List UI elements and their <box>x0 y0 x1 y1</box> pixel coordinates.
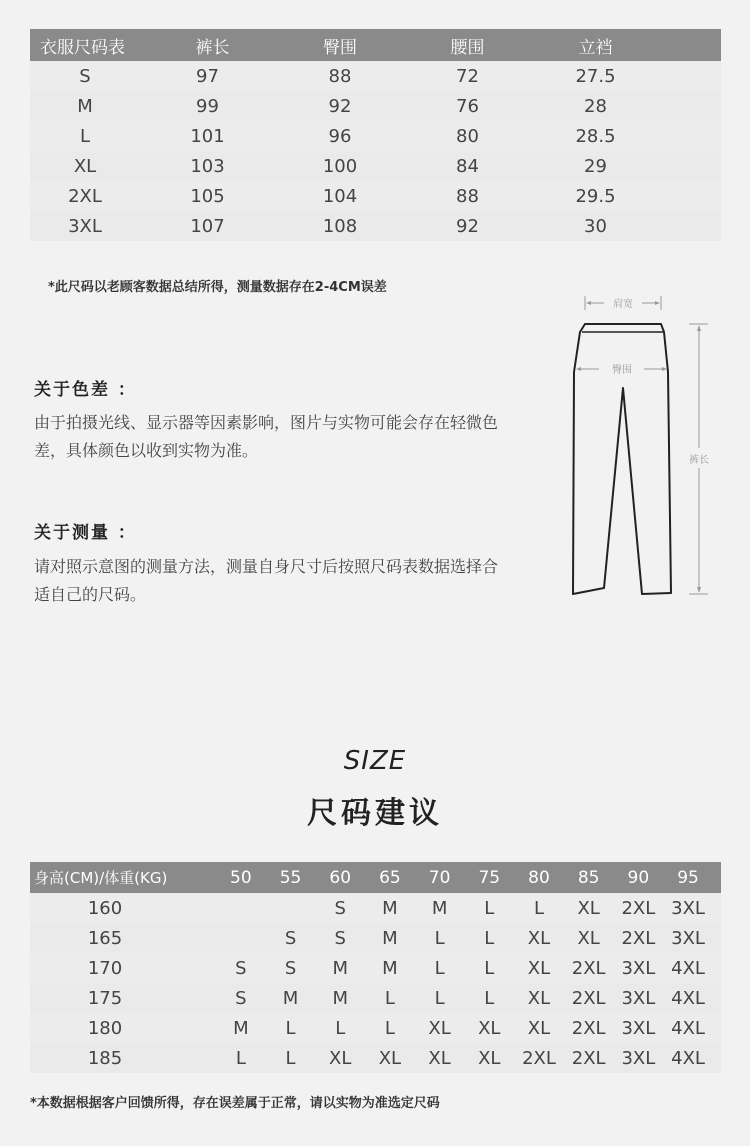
weight-header: 75 <box>478 867 501 888</box>
height-cell: 165 <box>87 927 123 949</box>
size-cell: L <box>434 927 445 949</box>
hip-label: 臀围 <box>612 365 632 376</box>
weight-header: 50 <box>230 867 252 888</box>
size-cell: L <box>384 987 395 1009</box>
table-cell: 76 <box>456 95 479 117</box>
size-cell: L <box>285 1017 296 1039</box>
size-cell: XL <box>478 1017 501 1039</box>
size-cell: 2XL <box>571 957 606 979</box>
table-row <box>30 61 721 91</box>
size-recommendation-table <box>30 862 721 1073</box>
size-cell: M <box>282 987 299 1009</box>
size-cell: S <box>334 927 346 949</box>
size-table <box>30 29 721 241</box>
size-cell: 3XL <box>621 957 656 979</box>
table-cell: XL <box>73 155 97 177</box>
table-cell: 108 <box>322 215 358 237</box>
size-table-header-cell: 衣服尺码表 <box>40 37 125 58</box>
recommendation-note: *本数据根据客户回馈所得，存在误差属于正常，请以实物为准选定尺码 <box>30 1096 440 1111</box>
size-cell: 4XL <box>671 1047 705 1069</box>
size-cell: M <box>332 987 348 1009</box>
size-table-header-cell: 臀围 <box>323 37 357 58</box>
measure-section-title: 关于测量 ： <box>34 523 137 543</box>
weight-header: 55 <box>279 867 302 888</box>
size-cell: 3XL <box>621 987 656 1009</box>
table-row <box>30 91 721 121</box>
weight-header: 80 <box>528 867 550 888</box>
color-section-title: 关于色差 ： <box>34 380 137 400</box>
pants-diagram <box>560 288 720 608</box>
table-row <box>30 181 721 211</box>
weight-header: 95 <box>677 867 699 888</box>
size-cell: 3XL <box>671 897 705 919</box>
size-cell: XL <box>577 897 600 919</box>
size-cell: 2XL <box>621 897 656 919</box>
size-cell: XL <box>428 1047 451 1069</box>
table-row <box>30 1043 721 1073</box>
table-row <box>30 923 721 953</box>
size-table-header-cell: 立裆 <box>578 37 613 58</box>
size-cell: L <box>533 897 544 919</box>
size-cell: XL <box>527 927 551 949</box>
table-cell: 104 <box>322 185 358 207</box>
table-row <box>30 151 721 181</box>
size-cell: M <box>332 957 348 979</box>
recommendation-table-body <box>30 893 721 1073</box>
size-cell: L <box>285 1047 296 1069</box>
size-cell: 2XL <box>571 1017 606 1039</box>
table-cell: 88 <box>456 185 479 207</box>
size-cell: S <box>235 957 247 979</box>
size-cell: 2XL <box>571 987 606 1009</box>
height-cell: 170 <box>87 957 123 979</box>
height-cell: 175 <box>87 987 123 1009</box>
table-row <box>30 893 721 923</box>
table-cell: 84 <box>456 155 479 177</box>
table-cell: 2XL <box>68 185 102 207</box>
corner-label: 身高(CM)/体重(KG) <box>34 869 168 887</box>
table-cell: 96 <box>328 125 352 147</box>
size-cell: 3XL <box>621 1047 656 1069</box>
size-cell: XL <box>329 1047 352 1069</box>
table-cell: 92 <box>456 215 479 237</box>
size-cell: XL <box>527 1017 551 1039</box>
table-cell: 105 <box>190 185 225 207</box>
size-table-header-cell: 腰围 <box>450 37 485 58</box>
size-cell: L <box>434 987 445 1009</box>
size-cell: XL <box>527 987 551 1009</box>
size-cell: 2XL <box>522 1047 556 1069</box>
size-cell: S <box>235 987 247 1009</box>
size-cell: L <box>484 897 495 919</box>
size-cell: S <box>284 957 297 979</box>
size-cell: M <box>382 957 398 979</box>
size-cell: M <box>382 927 398 949</box>
size-cell: M <box>382 897 398 919</box>
table-cell: 100 <box>322 155 358 177</box>
table-cell: 28.5 <box>575 125 616 147</box>
size-cell: L <box>235 1047 246 1069</box>
weight-header: 60 <box>329 867 352 888</box>
table-row <box>30 121 721 151</box>
color-section-text: 由于拍摄光线、显示器等因素影响，图片与实物可能会存在轻微色差，具体颜色以收到实物为准。 <box>34 413 499 460</box>
size-cell: L <box>484 987 495 1009</box>
table-cell: 80 <box>456 125 479 147</box>
table-row <box>30 983 721 1013</box>
size-heading-en: SIZE <box>343 746 407 776</box>
size-cell: L <box>484 927 495 949</box>
table-cell: 29 <box>584 155 607 177</box>
size-cell: XL <box>378 1047 402 1069</box>
height-cell: 180 <box>87 1017 123 1039</box>
weight-header: 85 <box>577 867 600 888</box>
size-cell: M <box>233 1017 249 1039</box>
table-cell: M <box>77 95 93 117</box>
table-cell: 97 <box>196 65 219 87</box>
size-cell: XL <box>428 1017 451 1039</box>
size-cell: M <box>431 897 448 919</box>
length-label: 裤长 <box>689 455 709 466</box>
size-heading-cn: 尺码建议 <box>307 796 443 831</box>
size-cell: 4XL <box>671 987 705 1009</box>
table-cell: 103 <box>190 155 225 177</box>
table-row <box>30 953 721 983</box>
table-cell: 30 <box>584 215 607 237</box>
table-cell: 107 <box>190 215 225 237</box>
size-table-header-cell: 裤长 <box>195 37 230 58</box>
table-cell: L <box>79 125 91 147</box>
height-cell: 185 <box>87 1047 123 1069</box>
size-table-header <box>30 29 721 61</box>
size-cell: L <box>384 1017 395 1039</box>
size-cell: 2XL <box>571 1047 606 1069</box>
size-cell: 4XL <box>671 957 705 979</box>
weight-header: 70 <box>428 867 451 888</box>
table-cell: 72 <box>456 65 479 87</box>
size-cell: 2XL <box>621 927 656 949</box>
size-cell: L <box>434 957 445 979</box>
table-row <box>30 1013 721 1043</box>
recommendation-table-header <box>30 862 721 893</box>
table-cell: 99 <box>196 95 219 117</box>
table-cell: 27.5 <box>575 65 616 87</box>
height-cell: 160 <box>87 897 123 919</box>
measure-section-text: 请对照示意图的测量方法，测量自身尺寸后按照尺码表数据选择合适自己的尺码。 <box>34 557 499 604</box>
weight-header: 90 <box>627 867 650 888</box>
size-cell: 4XL <box>671 1017 705 1039</box>
size-cell: XL <box>577 927 600 949</box>
table-cell: 92 <box>328 95 352 117</box>
weight-header: 65 <box>379 867 401 888</box>
shoulder-label: 肩宽 <box>613 299 633 310</box>
size-cell: 3XL <box>621 1017 656 1039</box>
size-cell: 3XL <box>671 927 705 949</box>
size-cell: L <box>335 1017 346 1039</box>
size-cell: S <box>284 927 297 949</box>
size-table-body <box>30 61 721 241</box>
table-cell: 88 <box>328 65 352 87</box>
size-note: *此尺码以老顾客数据总结所得，测量数据存在2-4CM误差 <box>48 280 387 295</box>
table-cell: 28 <box>584 95 607 117</box>
size-cell: XL <box>527 957 551 979</box>
size-cell: S <box>334 897 346 919</box>
table-cell: 3XL <box>68 215 102 237</box>
table-cell: S <box>79 65 91 87</box>
size-cell: L <box>484 957 495 979</box>
table-cell: 101 <box>190 125 225 147</box>
table-row <box>30 211 721 241</box>
table-cell: 29.5 <box>575 185 616 207</box>
size-cell: XL <box>478 1047 501 1069</box>
